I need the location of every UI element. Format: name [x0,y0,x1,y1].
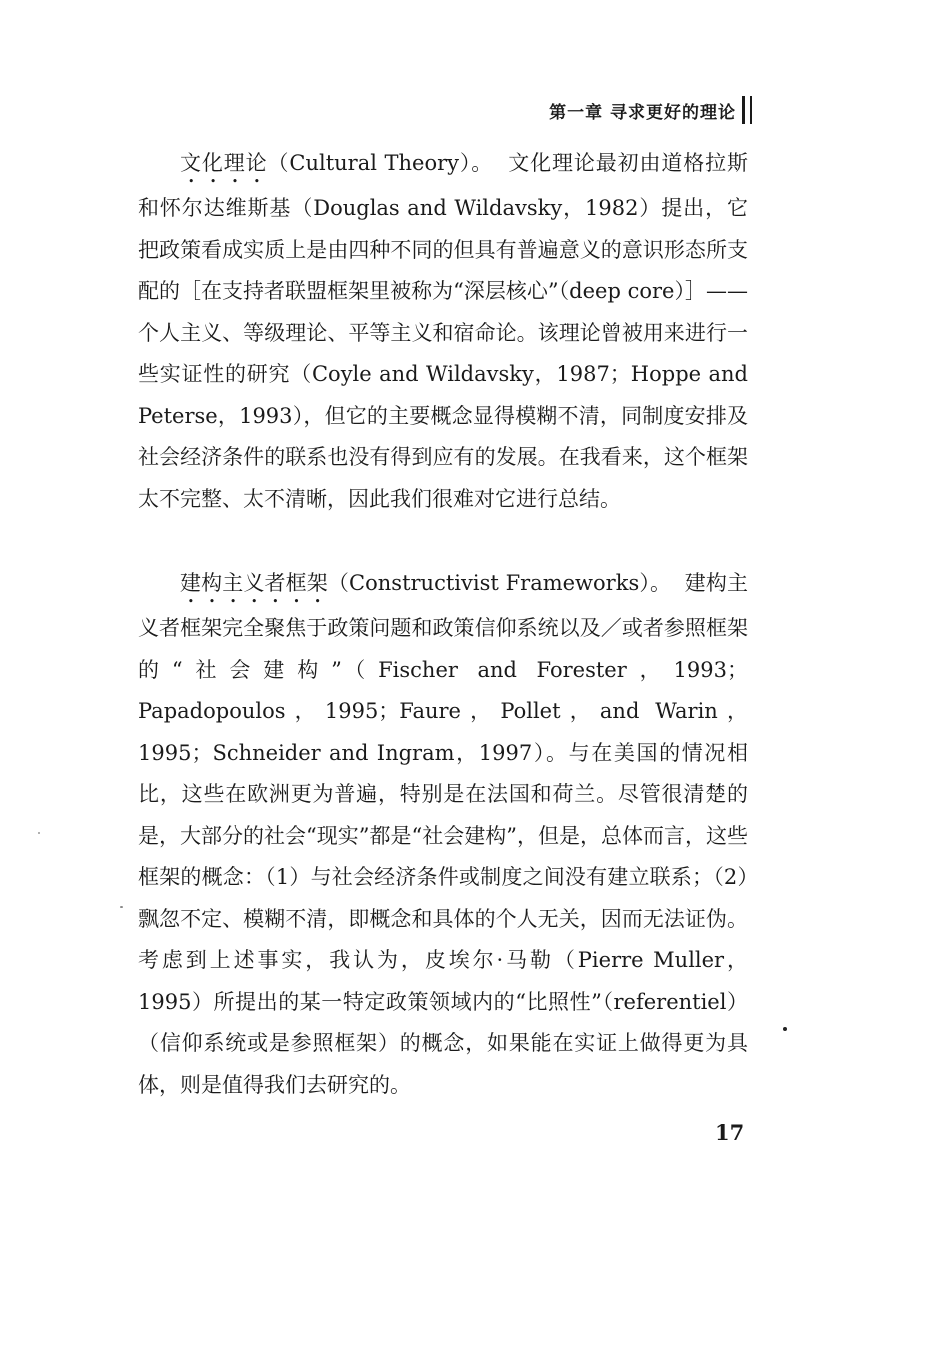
section-constructivist-frameworks [138,563,748,1106]
section-body: 文化理论最初由道格拉斯和怀尔达维斯基（Douglas and Wildavsky，1982）提出，它把政策看成实质上是由四种不同的但具有普遍意义的意识形态所支配的［在支持者联盟框架里被称为“深层核心”（deep core）］——个人主义、等级理论、平等主义和宿命论。该理论曾被用来进行一些实证性的研究（Coyle and Wildavsky，1987；Hoppe and Peterse，1993），但它的主要概念显得模糊不清，同制度安排及社会经济条件的联系也没有得到应有的发展。在我看来，这个框架太不完整、太不清晰，因此我们很难对它进行总结。 [138,151,749,511]
section-term-suffix: （Cultural Theory）。 [267,151,494,175]
section-term-suffix: （Constructivist Frameworks）。 [327,571,672,595]
header-edge-mark-icon [742,96,756,124]
running-header [500,98,760,128]
section-term: 建构主义者框架 [180,571,328,595]
paragraph [138,563,748,1106]
page-number: 17 [715,1120,745,1145]
scan-speck [783,1027,787,1031]
section-term: 文化理论 [180,151,268,175]
running-title: 第一章 寻求更好的理论 [549,103,736,123]
scan-speck [120,906,123,908]
paragraph [138,143,748,520]
section-cultural-theory [138,143,748,520]
scan-speck [38,832,40,834]
section-body: 建构主义者框架完全聚焦于政策问题和政策信仰系统以及／或者参照框架的“社会建构”（Fischer and Forester，1993；Papadopoulos，1995；Faure，Pollet，and Warin，1995；Schneider and Ingram，1997）。与在美国的情况相比，这些在欧洲更为普遍，特别是在法国和荷兰。尽管很清楚的是，大部分的社会“现实”都是“社会建构”，但是，总体而言，这些框架的概念：（1）与社会经济条件或制度之间没有建立联系；（2）飘忽不定、模糊不清，即概念和具体的个人无关，因而无法证伪。考虑到上述事实，我认为，皮埃尔·马勒（Pierre Muller，1995）所提出的某一特定政策领域内的“比照性”（referentiel）（信仰系统或是参照框架）的概念，如果能在实证上做得更为具体，则是值得我们去研究的。 [138,571,748,1097]
